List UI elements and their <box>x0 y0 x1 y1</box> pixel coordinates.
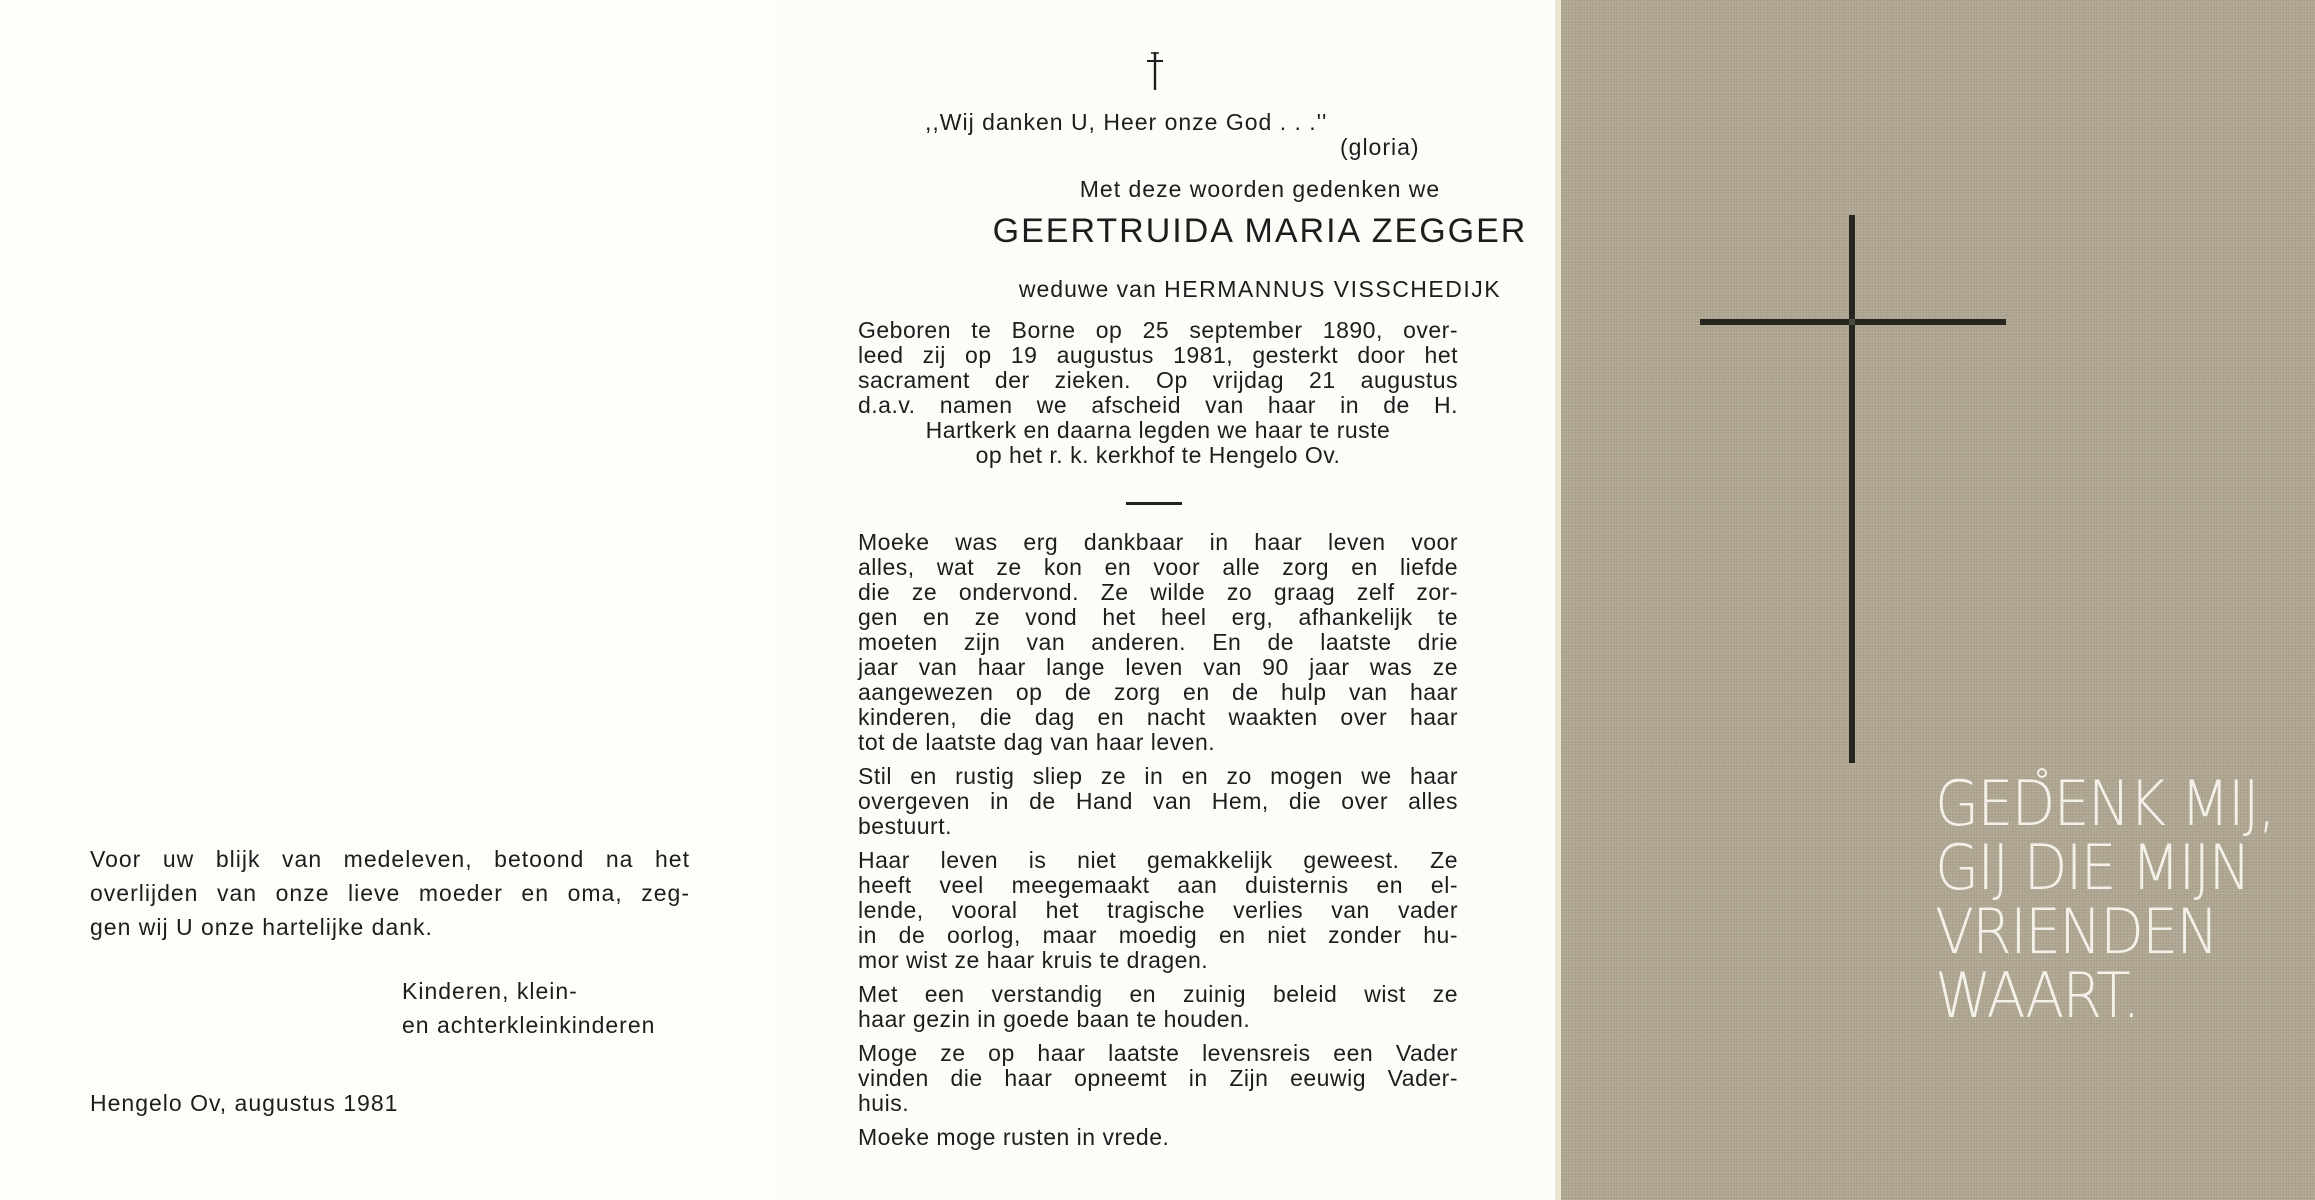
husband-name: HERMANNUS VISSCHEDIJK <box>1164 276 1502 302</box>
deceased-name: GEERTRUIDA MARIA ZEGGER <box>992 212 1528 250</box>
birth-line: op het r. k. kerkhof te Hengelo Ov. <box>975 442 1341 468</box>
paragraph <box>858 982 1458 1032</box>
text-line: heeft veel meegemaakt aan duisternis en el- <box>858 872 1458 898</box>
text-line: in de oorlog, maar moedig en niet zonder hu- <box>858 922 1458 948</box>
birth-line: Hartkerk en daarna legden we haar te ruste <box>925 417 1391 443</box>
birth-line: d.a.v. namen we afscheid van haar in de H. <box>858 392 1458 418</box>
place-date: Hengelo Ov, augustus 1981 <box>90 1090 399 1116</box>
quote: ,,Wij danken U, Heer onze God . . .'' <box>925 109 1328 135</box>
paragraph <box>858 1125 1458 1150</box>
text-line: Moge ze op haar laatste levensreis een Vader <box>858 1040 1458 1066</box>
text-line: die ze ondervond. Ze wilde zo graag zelf zor- <box>858 579 1458 605</box>
small-cross-icon <box>1145 50 1165 92</box>
cover-title <box>1935 767 2275 1032</box>
text-line: lende, vooral het tragische verlies van vader <box>858 897 1458 923</box>
divider <box>1126 502 1182 505</box>
left-panel <box>0 0 775 1200</box>
text-line: moeten zijn van anderen. En de laatste drie <box>858 629 1458 655</box>
widow-prefix: weduwe van <box>1018 276 1157 302</box>
text-line: Moeke moge rusten in vrede. <box>858 1124 1170 1150</box>
birth-death-paragraph <box>858 318 1458 468</box>
text-line: overgeven in de Hand van Hem, die over alles <box>858 788 1458 814</box>
text-line: Stil en rustig sliep ze in en zo mogen we haar <box>858 763 1458 789</box>
text-line: huis. <box>858 1090 910 1116</box>
text-line: mor wist ze haar kruis te dragen. <box>858 947 1209 973</box>
signer-line: Kinderen, klein- <box>402 978 578 1004</box>
birth-line: Geboren te Borne op 25 september 1890, over- <box>858 317 1458 343</box>
remembrance-text <box>858 530 1458 1159</box>
text-line: aangewezen op de zorg en de hulp van haar <box>858 679 1458 705</box>
signers <box>402 974 655 1042</box>
cover-line: WAART. <box>1935 959 2139 1032</box>
text-line: Haar leven is niet gemakkelijk geweest. Ze <box>858 847 1458 873</box>
cover-line: GIJ DIE MIJN <box>1935 831 2250 904</box>
text-line: gen en ze vond het heel erg, afhankelijk te <box>858 604 1458 630</box>
paragraph <box>858 1041 1458 1116</box>
text-line: kinderen, die dag en nacht waakten over haar <box>858 704 1458 730</box>
text-line: Moeke was erg dankbaar in haar leven voor <box>858 529 1458 555</box>
cover-line: GEDENK MIJ, <box>1935 767 2275 840</box>
text-line: vinden die haar opneemt in Zijn eeuwig Vader- <box>858 1065 1458 1091</box>
intro-line: Met deze woorden gedenken we <box>1079 176 1441 202</box>
cover-line: VRIENDEN <box>1935 895 2218 968</box>
text-line: Met een verstandig en zuinig beleid wist ze <box>858 981 1458 1007</box>
paragraph <box>858 530 1458 755</box>
widow-line <box>860 276 1660 303</box>
text-line: tot de laatste dag van haar leven. <box>858 729 1216 755</box>
thanks-line: Voor uw blijk van medeleven, betoond na het <box>90 846 690 872</box>
paragraph <box>858 848 1458 973</box>
text-line: haar gezin in goede baan te houden. <box>858 1006 1251 1032</box>
thanks-line: gen wij U onze hartelijke dank. <box>90 914 433 940</box>
text-line: jaar van haar lange leven van 90 jaar was ze <box>858 654 1458 680</box>
birth-line: leed zij op 19 augustus 1981, gesterkt door het <box>858 342 1458 368</box>
signer-line: en achterkleinkinderen <box>402 1012 656 1038</box>
paragraph <box>858 764 1458 839</box>
text-line: alles, wat ze kon en voor alle zorg en liefde <box>858 554 1458 580</box>
text-line: bestuurt. <box>858 813 952 839</box>
thanks-line: overlijden van onze lieve moeder en oma, zeg- <box>90 880 690 906</box>
quote-source: (gloria) <box>1340 134 1420 160</box>
birth-line: sacrament der zieken. Op vrijdag 21 augustus <box>858 367 1458 393</box>
cross-icon <box>1700 215 2010 765</box>
thank-you-note <box>90 842 690 944</box>
